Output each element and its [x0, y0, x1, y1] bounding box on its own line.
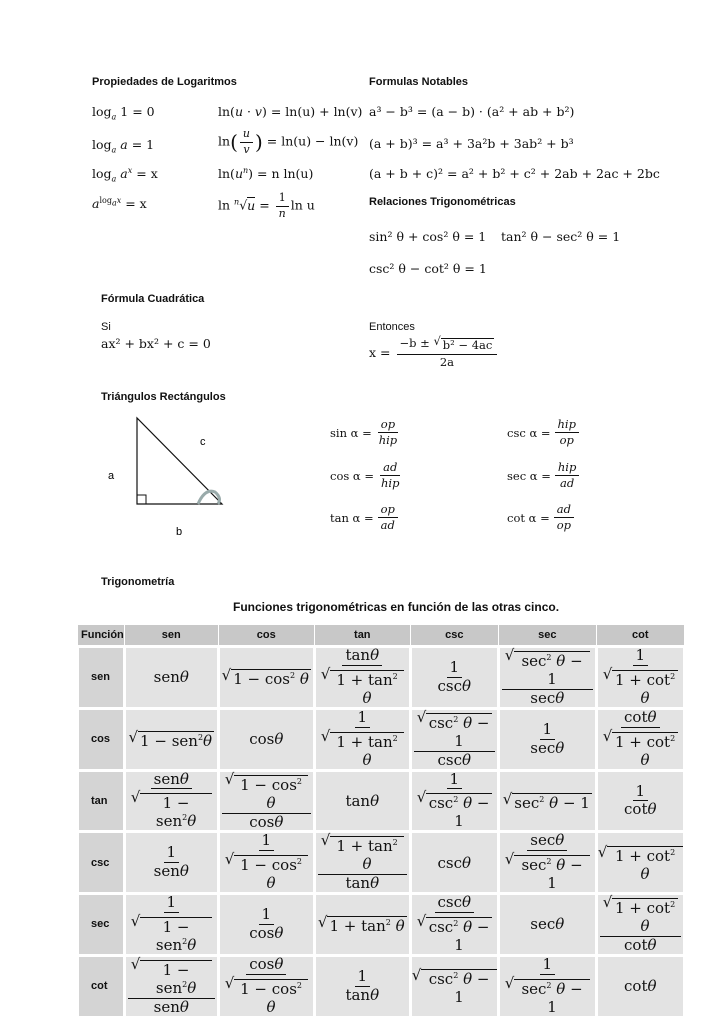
table-cell: $\frac{1}{\cos\theta}$	[218, 894, 314, 956]
notable-2: (a + b)³ = a³ + 3a²b + 3ab² + b³	[369, 136, 574, 151]
tan-ratio: tan α = $\frac{op}{ad}$	[330, 503, 400, 532]
table-cell: cscθ	[410, 832, 498, 894]
table-cell: √ $1 + \tan^2 \theta$	[314, 894, 410, 956]
table-row	[78, 708, 685, 770]
table-cell: √ $1 + \cot^2 \theta$ cotθ	[596, 894, 684, 956]
column-header: tan	[314, 625, 410, 647]
table-cell: √ $\csc^2 \theta - 1$ cscθ	[410, 708, 498, 770]
row-header: csc	[78, 832, 125, 894]
sin-ratio: sin α = $\frac{op}{\text{hip}}$	[330, 417, 398, 448]
ln-rule-power: $\ln(u^n) = n$ ln(u)	[218, 165, 314, 181]
table-cell: secθ	[498, 894, 596, 956]
row-header: tan	[78, 770, 125, 832]
table-cell: $\frac{1}{\tan\theta}$	[314, 955, 410, 1017]
cuadratica-heading: Fórmula Cuadrática	[101, 293, 205, 305]
side-a-label: a	[108, 470, 115, 482]
column-header: csc	[410, 625, 498, 647]
log-rule-1: $\log_a 1 = 0$	[92, 104, 155, 122]
table-cell: √ 1 − sen$^2$θ senθ	[124, 955, 218, 1017]
table-cell: 1 √ $1 + \tan^2 \theta$	[314, 708, 410, 770]
table-cell: √ $\sec^2 \theta - 1$ secθ	[498, 647, 596, 709]
trigonometria-heading: Trigonometría	[101, 576, 175, 588]
table-cell: √ $1 - \cos^2 \theta$ cosθ	[218, 770, 314, 832]
table-row	[78, 955, 685, 1017]
table-cell: √ $1 - \cos^2 \theta$	[218, 647, 314, 709]
cos-ratio: cos α = $\frac{ad}{\text{hip}}$	[330, 460, 400, 491]
side-b-label: b	[176, 526, 183, 538]
table-cell: cscθ √ $\csc^2 \theta - 1$	[410, 894, 498, 956]
table-row	[78, 894, 685, 956]
column-header: sec	[498, 625, 596, 647]
table-cell: √ $\csc^2 \theta - 1$	[410, 955, 498, 1017]
entonces-label: Entonces	[369, 321, 415, 333]
table-cell: cosθ √ $1 - \cos^2 \theta$	[218, 955, 314, 1017]
triangulos-heading: Triángulos Rectángulos	[101, 391, 226, 403]
quadratic-equation: ax² + bx² + c = 0	[101, 336, 211, 351]
row-header: cos	[78, 708, 125, 770]
csc-ratio: csc α = $\frac{\text{hip}}{op}$	[507, 418, 581, 447]
table-cell: cotθ √ $1 + \cot^2 \theta$	[596, 708, 684, 770]
table-cell: cotθ	[596, 955, 684, 1017]
identity-1: sin² θ + cos² θ = 1	[369, 229, 487, 244]
log-rule-2: $\log_a a = 1$	[92, 137, 155, 155]
table-cell: 1 √ $1 + \cot^2 \theta$	[596, 647, 684, 709]
ln-rule-root: ln $^n$√u = $\frac{1}{n}$ ln u	[218, 191, 315, 220]
table-title: Funciones trigonométricas en función de las otras cinco.	[233, 600, 560, 614]
side-c-label: c	[200, 436, 206, 448]
notable-3: (a + b + c)² = a² + b² + c² + 2ab + 2ac + 2bc	[369, 166, 660, 181]
table-cell: 1 √ $\csc^2 \theta - 1$	[410, 770, 498, 832]
column-header: Función	[78, 625, 125, 647]
table-cell: 1 √ 1 − sen$^2$θ	[124, 894, 218, 956]
ln-rule-quotient: ln( $\frac{u}{v}$ ) = ln(u) − ln(v)	[218, 127, 359, 156]
table-cell: $\frac{1}{\sec\theta}$	[498, 708, 596, 770]
table-cell: tanθ	[314, 770, 410, 832]
trig-function-table	[76, 624, 686, 1019]
right-angle-marker	[137, 495, 146, 504]
table-cell: √ $1 + \cot^2 \theta$	[596, 832, 684, 894]
quadratic-formula: x = −b ± √ b² − 4ac 2a	[369, 335, 499, 369]
row-header: sen	[78, 647, 125, 709]
notable-1: a³ − b³ = (a − b) · (a² + ab + b²)	[369, 104, 575, 119]
sec-ratio: sec α = $\frac{\text{hip}}{ad}$	[507, 461, 581, 490]
table-cell: senθ √ 1 − sen$^2$θ	[124, 770, 218, 832]
log-rule-4: $a^{log_ax} = x$	[92, 195, 147, 211]
table-cell: √ 1 − sen$^2$θ	[124, 708, 218, 770]
si-label: Si	[101, 321, 111, 333]
table-row	[78, 832, 685, 894]
table-cell: $\frac{1}{\csc\theta}$	[410, 647, 498, 709]
table-cell: 1 √ $\sec^2 \theta - 1$	[498, 955, 596, 1017]
column-header: cot	[596, 625, 684, 647]
table-cell: 1 √ $1 - \cos^2 \theta$	[218, 832, 314, 894]
row-header: sec	[78, 894, 125, 956]
table-cell: $\frac{1}{\text{senθ}}$	[124, 832, 218, 894]
table-cell: secθ √ $\sec^2 \theta - 1$	[498, 832, 596, 894]
log-rule-3: $\log_a a^x = x$	[92, 165, 158, 184]
cot-ratio: cot α = $\frac{ad}{op}$	[507, 503, 576, 532]
table-cell: tanθ √ $1 + \tan^2 \theta$	[314, 647, 410, 709]
table-cell: √ $\sec^2 \theta - 1$	[498, 770, 596, 832]
table-cell: senθ	[124, 647, 218, 709]
table-header-row	[78, 625, 685, 647]
ln-rule-product: ln(u · v) = ln(u) + ln(v)	[218, 104, 363, 119]
table-row	[78, 647, 685, 709]
table-cell: cosθ	[218, 708, 314, 770]
table-row	[78, 770, 685, 832]
x-equals: x =	[369, 344, 391, 360]
logs-heading: Propiedades de Logaritmos	[92, 76, 237, 88]
identity-2: tan² θ − sec² θ = 1	[501, 229, 621, 244]
column-header: sen	[124, 625, 218, 647]
relaciones-heading: Relaciones Trigonométricas	[369, 196, 516, 208]
right-triangle-diagram	[100, 412, 240, 552]
column-header: cos	[218, 625, 314, 647]
table-cell: $\frac{1}{\cot\theta}$	[596, 770, 684, 832]
row-header: cot	[78, 955, 125, 1017]
identity-3: csc² θ − cot² θ = 1	[369, 261, 487, 276]
table-cell: √ $1 + \tan^2 \theta$ tanθ	[314, 832, 410, 894]
notables-heading: Formulas Notables	[369, 76, 469, 88]
